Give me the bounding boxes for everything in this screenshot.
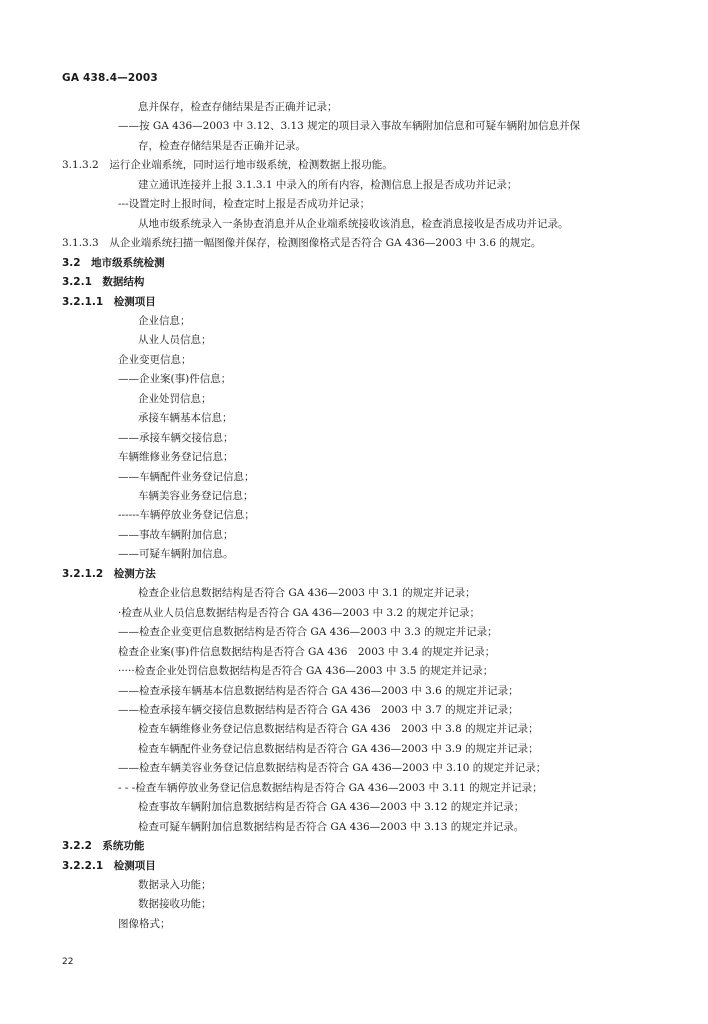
text-line: 车辆维修业务登记信息； [118,451,234,464]
section-heading: 3.2.1 数据结构 [62,276,145,289]
text-line: ——检查承接车辆交接信息数据结构是否符合 GA 436 2003 中 3.7 的规定并记录； [118,703,519,716]
text-line: 检查车辆配件业务登记信息数据结构是否符合 GA 436—2003 中 3.9 的规定并记录； [138,742,539,755]
text-line: 图像格式； [118,917,171,930]
text-line: ---设置定时上报时间，检查定时上报是否成功并记录； [118,198,371,211]
text-line: 3.1.3.2 运行企业端系统，同时运行地市级系统，检测数据上报功能。 [62,159,393,172]
text-line: ·检查从业人员信息数据结构是否符合 GA 436—2003 中 3.2 的规定并记录； [118,606,480,619]
text-line: 企业变更信息； [118,353,192,366]
standard-header: GA 438.4—2003 [62,72,158,84]
text-line: 承接车辆基本信息； [138,412,233,425]
text-line: 企业处罚信息； [138,392,212,405]
text-line: ——可疑车辆附加信息。 [118,548,234,561]
text-line: ——检查承接车辆基本信息数据结构是否符合 GA 436—2003 中 3.6 的规定并记录； [118,684,519,697]
section-heading: 3.2.2.1 检测项目 [62,859,156,872]
text-line: ——承接车辆交接信息； [118,431,234,444]
page-number: 22 [62,957,74,967]
text-line: ——车辆配件业务登记信息； [118,470,255,483]
text-line: 检查企业案(事)件信息数据结构是否符合 GA 436 2003 中 3.4 的规定并记录； [118,645,496,658]
text-line: ——事故车辆附加信息； [118,528,234,541]
text-line: 建立通讯连接并上报 3.1.3.1 中录入的所有内容，检测信息上报是否成功并记录； [138,178,518,191]
text-line: 存，检查存储结果是否正确并记录。 [138,139,306,152]
text-line: 检查车辆维修业务登记信息数据结构是否符合 GA 436 2003 中 3.8 的规定并记录； [138,723,539,736]
text-line: 车辆美容业务登记信息； [138,490,254,502]
text-line: - - -检查车辆停放业务登记信息数据结构是否符合 GA 436—2003 中 3.11 的规定并记录； [118,781,543,794]
text-line: 检查可疑车辆附加信息数据结构是否符合 GA 436—2003 中 3.13 的规定并记录。 [138,820,525,833]
text-line: ——企业案(事)件信息； [118,373,232,386]
section-heading: 3.2 地市级系统检测 [62,256,165,269]
section-heading: 3.2.1.2 检测方法 [62,567,156,580]
text-line: 数据录入功能； [138,879,212,891]
text-line: 数据接收功能； [138,898,212,911]
section-heading: 3.2.2 系统功能 [62,840,145,853]
text-line: 从业人员信息； [138,334,212,347]
text-line: ——按 GA 436—2003 中 3.12、3.13 规定的项目录入事故车辆附加信息和可疑车辆附加信息并保 [118,120,581,133]
section-heading: 3.2.1.1 检测项目 [62,295,156,308]
text-line: 息并保存，检查存储结果是否正确并记录； [138,101,338,113]
text-line: 3.1.3.3 从企业端系统扫描一幅图像并保存，检测图像格式是否符合 GA 436—2003 中 3.6 的规定。 [62,237,542,250]
text-line: 企业信息； [138,314,191,327]
text-line: 检查事故车辆附加信息数据结构是否符合 GA 436—2003 中 3.12 的规定并记录； [138,801,525,814]
text-line: ——检查车辆美容业务登记信息数据结构是否符合 GA 436—2003 中 3.10 的规定并记录； [118,762,547,775]
text-line: ------车辆停放业务登记信息； [118,509,255,522]
text-line: ·····检查企业处罚信息数据结构是否符合 GA 436—2003 中 3.5 的规定并记录； [118,665,494,678]
text-line: ——检查企业变更信息数据结构是否符合 GA 436—2003 中 3.3 的规定并记录； [118,626,498,639]
text-line: 从地市级系统录入一条协查消息并从企业端系统接收该消息，检查消息接收是否成功并记录。 [138,217,569,230]
text-line: 检查企业信息数据结构是否符合 GA 436—2003 中 3.1 的规定并记录； [138,587,476,600]
